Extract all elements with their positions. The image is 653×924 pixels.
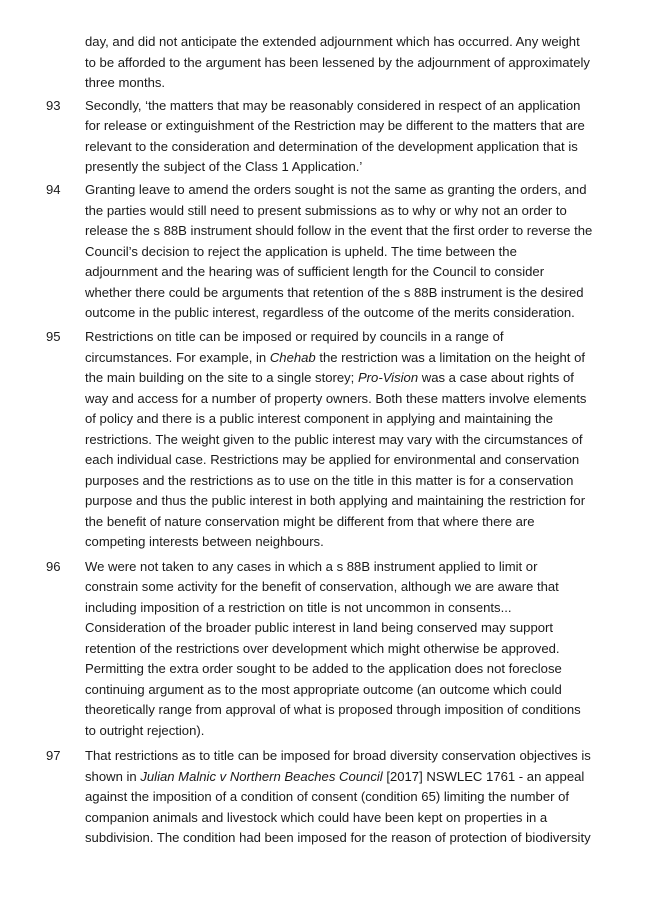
paragraph-text: [85, 96, 595, 178]
text-line: outcome in the public interest, regardless of the outcome of the merits consideration.: [85, 305, 575, 320]
text-line: way and access for a number of property owners. Both these matters involve elements: [85, 390, 587, 406]
text-line: Secondly, ‘the matters that may be reasonably considered in respect of an application: [85, 97, 581, 113]
text-line: Restrictions on title can be imposed or required by councils in a range of: [85, 329, 504, 344]
text-line: theoretically range from approval of what is proposed through imposition of conditions: [85, 702, 581, 717]
case-citation: Julian Malnic v Northern Beaches Council: [140, 768, 383, 784]
text-line: the benefit of nature conservation might be different from that where there are: [85, 513, 535, 529]
case-citation: Pro-Vision: [357, 370, 419, 385]
text-line: for release or extinguishment of the Restriction may be different to the matters that are: [85, 118, 585, 133]
text-line: companion animals and livestock which could have been kept on properties in a: [85, 809, 548, 825]
text-line: against the imposition of a condition of consent (condition 65) limiting the number of: [85, 789, 570, 804]
paragraph-text: [85, 557, 595, 742]
paragraph-number: 94: [46, 182, 61, 197]
paragraph-number: 95: [46, 329, 61, 344]
text-line: each individual case. Restrictions may be applied for environmental and conservation: [85, 452, 580, 467]
text-line: three months.: [85, 75, 166, 90]
text-line: to be afforded to the argument has been lessened by the adjournment of approximately: [85, 54, 590, 70]
text-line: That restrictions as to title can be imposed for broad diversity conservation objectives is: [85, 748, 591, 763]
text-line: purposes and the restrictions as to use on the title in this matter is for a conservation: [85, 472, 574, 488]
text-line: constrain some activity for the benefit of conservation, although we are aware that: [85, 579, 559, 594]
paragraph-text: [85, 180, 595, 324]
text-line: subdivision. The condition had been imposed for the reason of protection of biodiversity: [85, 830, 591, 845]
paragraph-number: 93: [46, 97, 61, 113]
text-line: purpose and thus the public interest in both applying and maintaining the restriction for: [85, 493, 586, 508]
text-line: Permitting the extra order sought to be added to the application does not foreclose: [85, 661, 562, 676]
paragraph-number: 96: [46, 558, 61, 574]
text-line: including imposition of a restriction on title is not uncommon in consents...: [85, 599, 512, 615]
case-citation: Chehab: [269, 349, 316, 365]
text-line: shown in Julian Malnic v Northern Beaches Council [2017] NSWLEC 1761 - an appeal: [85, 768, 585, 784]
text-line: day, and did not anticipate the extended adjournment which has occurred. Any weight: [85, 34, 580, 49]
text-line: whether there could be arguments that retention of the s 88B instrument is the desired: [85, 284, 584, 300]
text-line: adjournment and the hearing was of sufficient length for the Council to consider: [85, 264, 545, 279]
paragraph-text: [85, 327, 595, 553]
text-line: circumstances. For example, in Chehab the restriction was a limitation on the height of: [85, 349, 585, 365]
text-line: competing interests between neighbours.: [85, 534, 324, 549]
text-line: to outright rejection).: [85, 722, 205, 738]
text-line: continuing argument as to the most appropriate outcome (an outcome which could: [85, 681, 562, 697]
text-line: restrictions. The weight given to the public interest may vary with the circumstances of: [85, 431, 583, 447]
paragraph-text: [85, 746, 595, 849]
paragraph-number: 97: [46, 748, 61, 763]
text-line: presently the subject of the Class 1 Application.’: [85, 159, 363, 174]
text-line: retention of the restrictions over development which might otherwise be approved.: [85, 640, 560, 656]
text-line: relevant to the consideration and determination of the development application that is: [85, 138, 578, 154]
text-line: the main building on the site to a single storey; Pro-Vision was a case about rights of: [85, 370, 574, 385]
paragraph-text: [85, 32, 595, 94]
text-line: We were not taken to any cases in which a s 88B instrument applied to limit or: [85, 558, 538, 574]
text-line: of policy and there is a public interest component in applying and maintaining the: [85, 411, 554, 426]
text-line: the parties would still need to present submissions as to why or why not an order to: [85, 202, 567, 218]
text-line: Consideration of the broader public interest in land being conserved may support: [85, 620, 554, 635]
text-line: release the s 88B instrument should follow in the event that the first order to reverse the: [85, 223, 593, 238]
text-line: Council’s decision to reject the application is upheld. The time between the: [85, 243, 517, 259]
text-line: Granting leave to amend the orders sought is not the same as granting the orders, and: [85, 182, 587, 197]
